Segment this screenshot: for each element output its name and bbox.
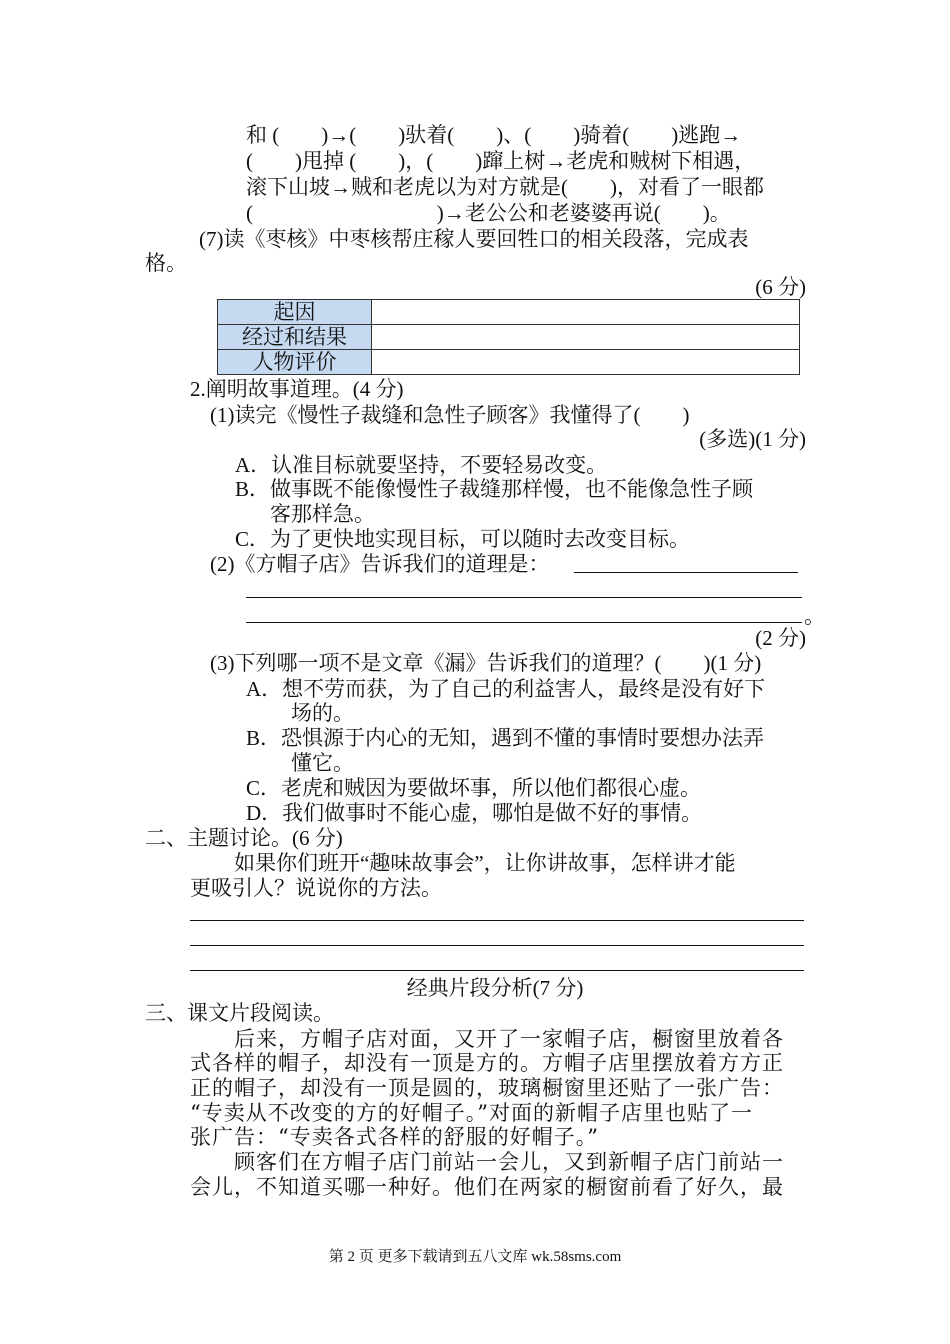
q2-3-option-d: D．我们做事时不能心虚，哪怕是做不好的事情。 (246, 801, 703, 825)
q2-1-option-a: A．认准目标就要坚持，不要轻易改变。 (235, 453, 608, 477)
q2-1-option-c: C．为了更快地实现目标，可以随时去改变目标。 (235, 527, 691, 551)
section-2-title: 二、主题讨论。(6 分) (145, 826, 343, 850)
section-2-prompt-line-1: 如果你们班开“趣味故事会”，让你讲故事，怎样讲才能 (234, 851, 736, 875)
q7-stem-line-1: (7)读《枣核》中枣核帮庄稼人要回牲口的相关段落，完成表 (199, 227, 749, 251)
section-heading: 经典片段分析(7 分) (406, 976, 584, 1000)
passage-line: 会儿，不知道买哪一种好。他们在两家的橱窗前看了好久，最 (190, 1175, 784, 1199)
table-header-cell: 起因 (218, 300, 372, 325)
q6-line-1: 和 ( )→( )驮着( )、( )骑着( )逃跑→ (246, 123, 742, 147)
table-header-cell: 经过和结果 (218, 325, 372, 350)
passage-line: 张广告：“专卖各式各样的舒服的好帽子。” (190, 1125, 599, 1149)
passage-line: 后来，方帽子店对面，又开了一家帽子店，橱窗里放着各 (234, 1027, 784, 1051)
q2-2-end-mark: 。 (804, 604, 825, 628)
passage-line: 正的帽子，却没有一顶是圆的，玻璃橱窗里还贴了一张广告： (190, 1076, 784, 1100)
table-header-cell: 人物评价 (218, 350, 372, 375)
answer-line[interactable] (190, 920, 804, 921)
q2-3-option-b-line-1: B．恐惧源于内心的无知，遇到不懂的事情时要想办法弄 (246, 726, 765, 750)
q2-3-stem: (3)下列哪一项不是文章《漏》告诉我们的道理？( )(1 分) (210, 651, 762, 675)
q2-1-stem: (1)读完《慢性子裁缝和急性子顾客》我懂得了( ) (210, 403, 690, 427)
q2-1-score: (多选)(1 分) (699, 427, 806, 451)
q2-1-option-b-line-2: 客那样急。 (270, 502, 375, 526)
q2-1-option-b-line-1: B．做事既不能像慢性子裁缝那样慢，也不能像急性子顾 (235, 477, 754, 501)
q2-3-option-c: C．老虎和贼因为要做坏事，所以他们都很心虚。 (246, 776, 702, 800)
table-row (218, 325, 800, 350)
q2-3-option-a-line-2: 场的。 (291, 701, 354, 725)
passage-line: “专卖从不改变的方的好帽子。”对面的新帽子店里也贴了一 (190, 1101, 753, 1125)
section-2-prompt-line-2: 更吸引人？说说你的方法。 (190, 876, 442, 900)
answer-cell[interactable] (372, 350, 800, 375)
answer-line[interactable] (190, 945, 804, 946)
q7-score: (6 分) (755, 275, 806, 299)
passage-line: 顾客们在方帽子店门前站一会儿，又到新帽子店门前站一 (234, 1150, 784, 1174)
table-row (218, 350, 800, 375)
q2-3-option-b-line-2: 懂它。 (291, 751, 354, 775)
answer-cell[interactable] (372, 300, 800, 325)
page-footer: 第 2 页 更多下载请到五八文库 wk.58sms.com (328, 1249, 622, 1265)
answer-table (217, 299, 800, 375)
table-row (218, 300, 800, 325)
answer-line[interactable] (246, 597, 802, 598)
q6-line-2: ( )甩掉 ( )，( )蹿上树→老虎和贼树下相遇， (246, 149, 756, 173)
q2-3-option-a-line-1: A．想不劳而获，为了自己的利益害人，最终是没有好下 (246, 677, 766, 701)
q2-title: 2.阐明故事道理。(4 分) (190, 377, 404, 401)
answer-cell[interactable] (372, 325, 800, 350)
q2-2-score: (2 分) (755, 626, 806, 650)
answer-line[interactable] (574, 572, 798, 573)
answer-line[interactable] (190, 970, 804, 971)
passage-line: 式各样的帽子，却没有一顶是方的。方帽子店里摆放着方方正 (190, 1051, 784, 1075)
q6-line-3: 滚下山坡→贼和老虎以为对方就是( )，对看了一眼都 (246, 175, 764, 199)
answer-line[interactable] (246, 622, 802, 623)
section-3-title: 三、课文片段阅读。 (145, 1001, 334, 1025)
q7-stem-line-2: 格。 (145, 251, 187, 275)
q6-line-4: ( )→老公公和老婆婆再说( )。 (246, 201, 731, 225)
q2-2-stem: (2)《方帽子店》告诉我们的道理是： (210, 552, 550, 576)
